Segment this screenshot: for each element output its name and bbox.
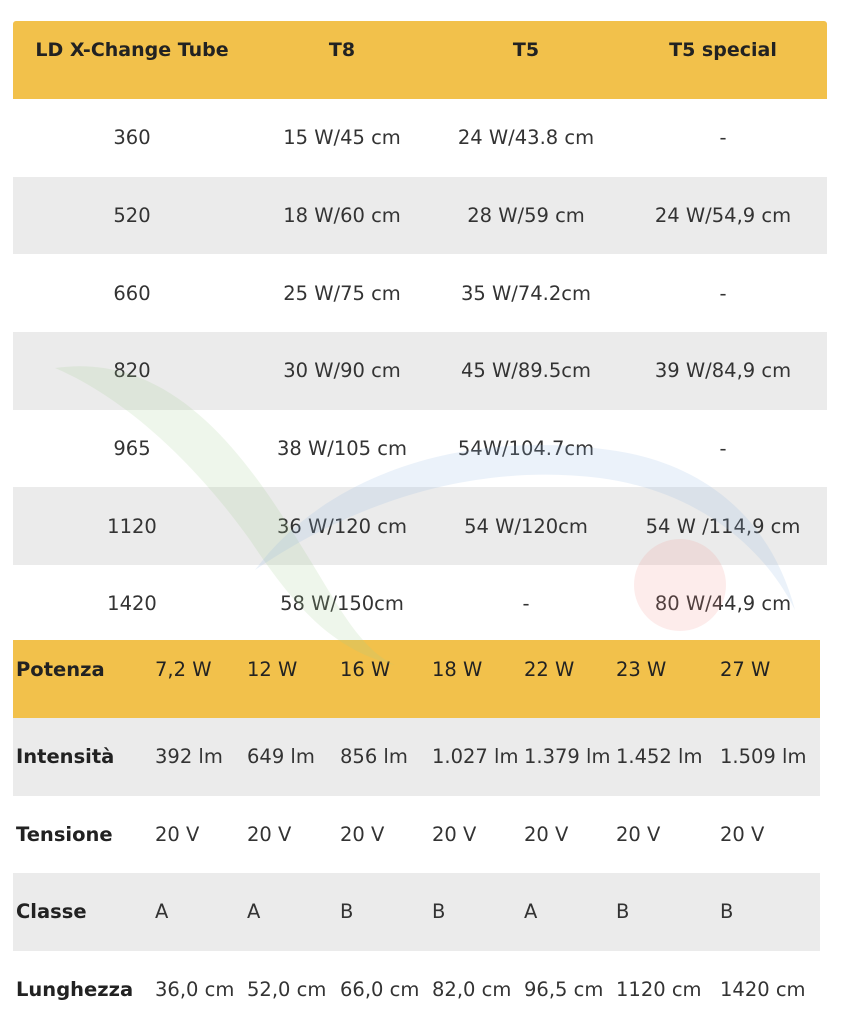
row-label-tensione: Tensione <box>16 822 113 846</box>
table-cell: 660 <box>113 281 151 305</box>
table-cell: 7,2 W <box>155 657 212 681</box>
table-cell: 965 <box>113 437 151 461</box>
table-row <box>13 718 820 796</box>
table-cell: 25 W/75 cm <box>283 281 401 305</box>
table-cell: 22 W <box>524 657 575 681</box>
tube-compatibility-table <box>13 21 827 643</box>
table-cell: 18 W/60 cm <box>283 204 401 228</box>
row-label-lunghezza: Lunghezza <box>16 978 134 1002</box>
column-header-ld-xchange-tube: LD X-Change Tube <box>35 39 229 61</box>
table-cell: 66,0 cm <box>340 978 420 1002</box>
table-cell: 392 lm <box>155 745 223 769</box>
table-cell: 27 W <box>720 657 771 681</box>
table-cell: - <box>719 126 727 150</box>
table-cell: 82,0 cm <box>432 978 512 1002</box>
table-row <box>13 410 827 488</box>
table-cell: 54 W/120cm <box>464 514 588 538</box>
table-cell: B <box>340 900 354 924</box>
table-cell: 36,0 cm <box>155 978 235 1002</box>
table-cell: 23 W <box>616 657 667 681</box>
table-cell: 20 V <box>524 822 569 846</box>
table-row <box>13 99 827 177</box>
table-cell: 1120 <box>107 514 157 538</box>
column-header-t8: T8 <box>328 39 356 61</box>
table-cell: 20 V <box>616 822 661 846</box>
table-cell: - <box>719 281 727 305</box>
table-cell: 30 W/90 cm <box>283 359 401 383</box>
table-cell: 20 V <box>340 822 385 846</box>
table-cell: 1420 <box>107 592 157 616</box>
table-cell: 35 W/74.2cm <box>461 281 591 305</box>
table-cell: 18 W <box>432 657 483 681</box>
table-row <box>13 951 820 1028</box>
table-cell: 1420 cm <box>720 978 806 1002</box>
table-cell: 28 W/59 cm <box>467 204 585 228</box>
table-cell: 58 W/150cm <box>280 592 404 616</box>
table-row <box>13 565 827 643</box>
table-cell: 24 W/54,9 cm <box>654 204 792 228</box>
table-cell: 39 W/84,9 cm <box>654 359 792 383</box>
table-cell: 20 V <box>432 822 477 846</box>
table-row <box>13 487 827 565</box>
table-header-row <box>13 640 820 718</box>
table-cell: 54W/104.7cm <box>457 437 595 461</box>
table-cell: 649 lm <box>247 745 315 769</box>
table-cell: A <box>524 900 538 924</box>
table-cell: B <box>616 900 630 924</box>
table-cell: 1.379 lm <box>524 745 611 769</box>
table-cell: 1.027 lm <box>432 745 519 769</box>
table-header-row <box>13 21 827 99</box>
column-header-t5-special: T5 special <box>669 39 777 61</box>
table-cell: 36 W/120 cm <box>277 514 407 538</box>
table-row <box>13 177 827 255</box>
table-cell: 20 V <box>720 822 765 846</box>
table-cell: 856 lm <box>340 745 408 769</box>
table-cell: - <box>522 592 530 616</box>
table-cell: B <box>432 900 446 924</box>
row-label-potenza: Potenza <box>16 657 105 681</box>
table-cell: 820 <box>113 359 151 383</box>
table-cell: 80 W/44,9 cm <box>654 592 792 616</box>
table-row <box>13 796 820 874</box>
row-label-intensita: Intensità <box>16 745 115 769</box>
table-cell: 24 W/43.8 cm <box>457 126 595 150</box>
table-cell: A <box>247 900 261 924</box>
table-cell: A <box>155 900 169 924</box>
table-cell: 54 W /114,9 cm <box>645 514 801 538</box>
table-cell: 12 W <box>247 657 298 681</box>
table-cell: 38 W/105 cm <box>277 437 407 461</box>
table-cell: 1.509 lm <box>720 745 807 769</box>
table-cell: 45 W/89.5cm <box>461 359 591 383</box>
table-cell: 52,0 cm <box>247 978 327 1002</box>
table-cell: 1.452 lm <box>616 745 703 769</box>
table-row <box>13 873 820 951</box>
table-cell: 20 V <box>155 822 200 846</box>
table-cell: 15 W/45 cm <box>283 126 401 150</box>
table-cell: - <box>719 437 727 461</box>
table-cell: 20 V <box>247 822 292 846</box>
table-row <box>13 332 827 410</box>
column-header-t5: T5 <box>512 39 540 61</box>
table-cell: 520 <box>113 204 151 228</box>
table-cell: 360 <box>113 126 151 150</box>
table-cell: 1120 cm <box>616 978 702 1002</box>
table-row <box>13 254 827 332</box>
led-specs-table <box>13 640 820 1028</box>
row-label-classe: Classe <box>16 900 87 924</box>
table-cell: B <box>720 900 734 924</box>
table-cell: 16 W <box>340 657 391 681</box>
table-cell: 96,5 cm <box>524 978 604 1002</box>
